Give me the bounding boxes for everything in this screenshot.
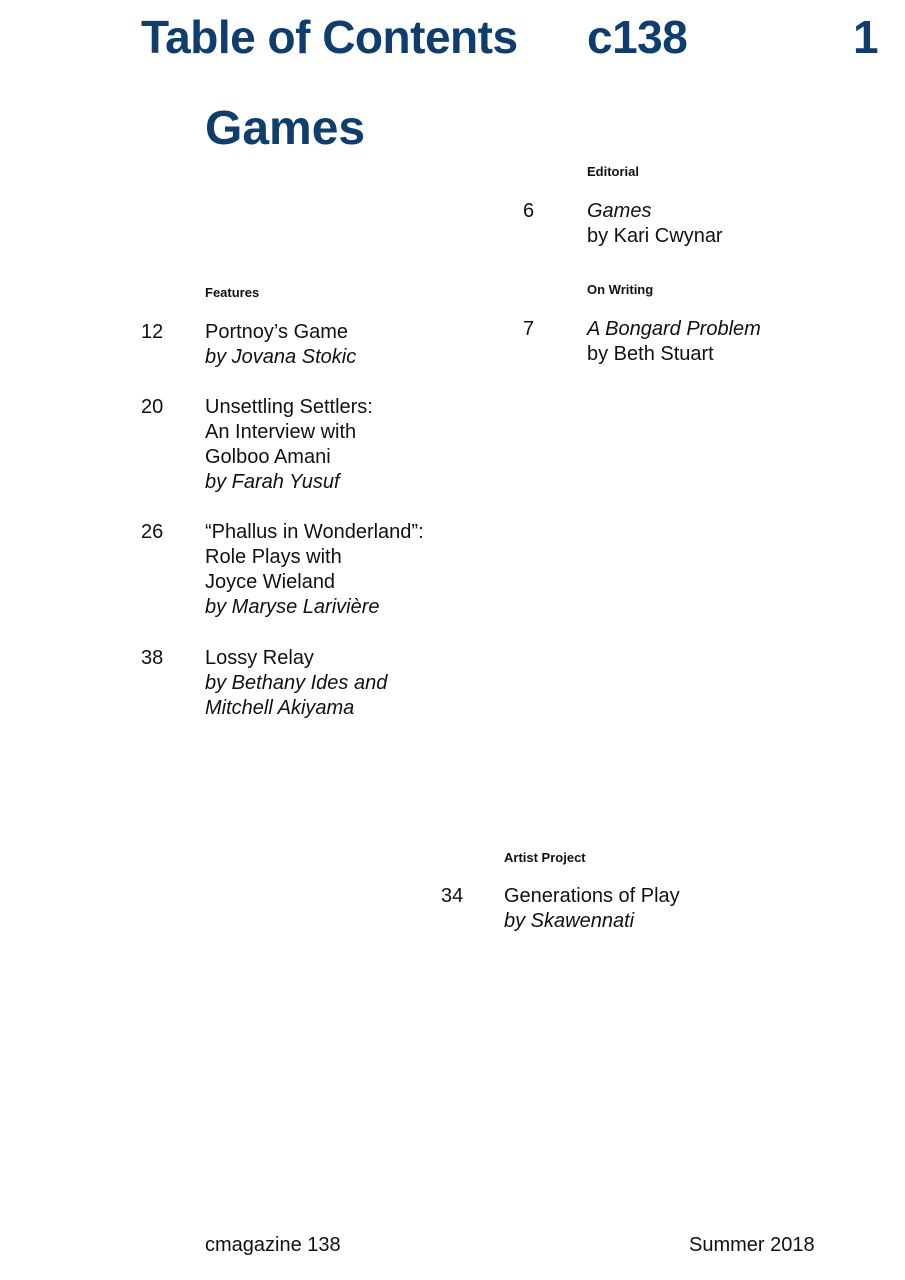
issue-theme: Games [205, 102, 366, 155]
entry-byline: by Skawennati [504, 910, 635, 932]
entry-title-line: Unsettling Settlers: [205, 396, 373, 418]
entry-title-line: “Phallus in Wonderland”: [205, 521, 424, 543]
toc-entry-editorial [587, 199, 723, 249]
toc-entry-feature [205, 395, 373, 495]
entry-page-number: 34 [441, 885, 464, 907]
toc-entry-feature [205, 520, 424, 620]
entry-page-number: 6 [523, 200, 535, 222]
entry-title-line: Lossy Relay [205, 647, 314, 669]
entry-title: Games [587, 200, 652, 222]
entry-title-line: Golboo Amani [205, 446, 331, 468]
entry-page-number: 20 [141, 396, 164, 418]
entry-title: A Bongard Problem [587, 318, 761, 340]
toc-entry-on-writing [587, 317, 761, 367]
entry-title-line: Role Plays with [205, 546, 342, 568]
section-heading-artist-project: Artist Project [504, 850, 586, 865]
toc-entry-feature [205, 646, 387, 721]
entry-byline: by Bethany Ides and [205, 672, 388, 694]
entry-byline: by Kari Cwynar [587, 225, 723, 247]
entry-byline: by Jovana Stokic [205, 346, 357, 368]
page-title: Table of Contents [141, 11, 518, 63]
entry-page-number: 7 [523, 318, 535, 340]
toc-entry-artist-project [504, 884, 680, 934]
entry-page-number: 12 [141, 321, 164, 343]
section-heading-editorial: Editorial [587, 164, 640, 179]
toc-entry-feature [205, 320, 356, 370]
page-number: 1 [853, 11, 879, 63]
entry-byline: Mitchell Akiyama [205, 697, 355, 719]
issue-label: c138 [587, 11, 688, 63]
entry-title: Generations of Play [504, 885, 680, 907]
entry-page-number: 26 [141, 521, 164, 543]
entry-byline: by Farah Yusuf [205, 471, 340, 493]
footer-publication: cmagazine 138 [205, 1234, 341, 1256]
entry-title-line: An Interview with [205, 421, 357, 443]
footer-season: Summer 2018 [689, 1234, 815, 1256]
entry-page-number: 38 [141, 647, 164, 669]
section-heading-features: Features [205, 285, 260, 300]
entry-title-line: Portnoy’s Game [205, 321, 349, 343]
section-heading-on-writing: On Writing [587, 282, 654, 297]
entry-byline: by Maryse Larivière [205, 596, 380, 618]
entry-byline: by Beth Stuart [587, 343, 714, 365]
entry-title-line: Joyce Wieland [205, 571, 336, 593]
